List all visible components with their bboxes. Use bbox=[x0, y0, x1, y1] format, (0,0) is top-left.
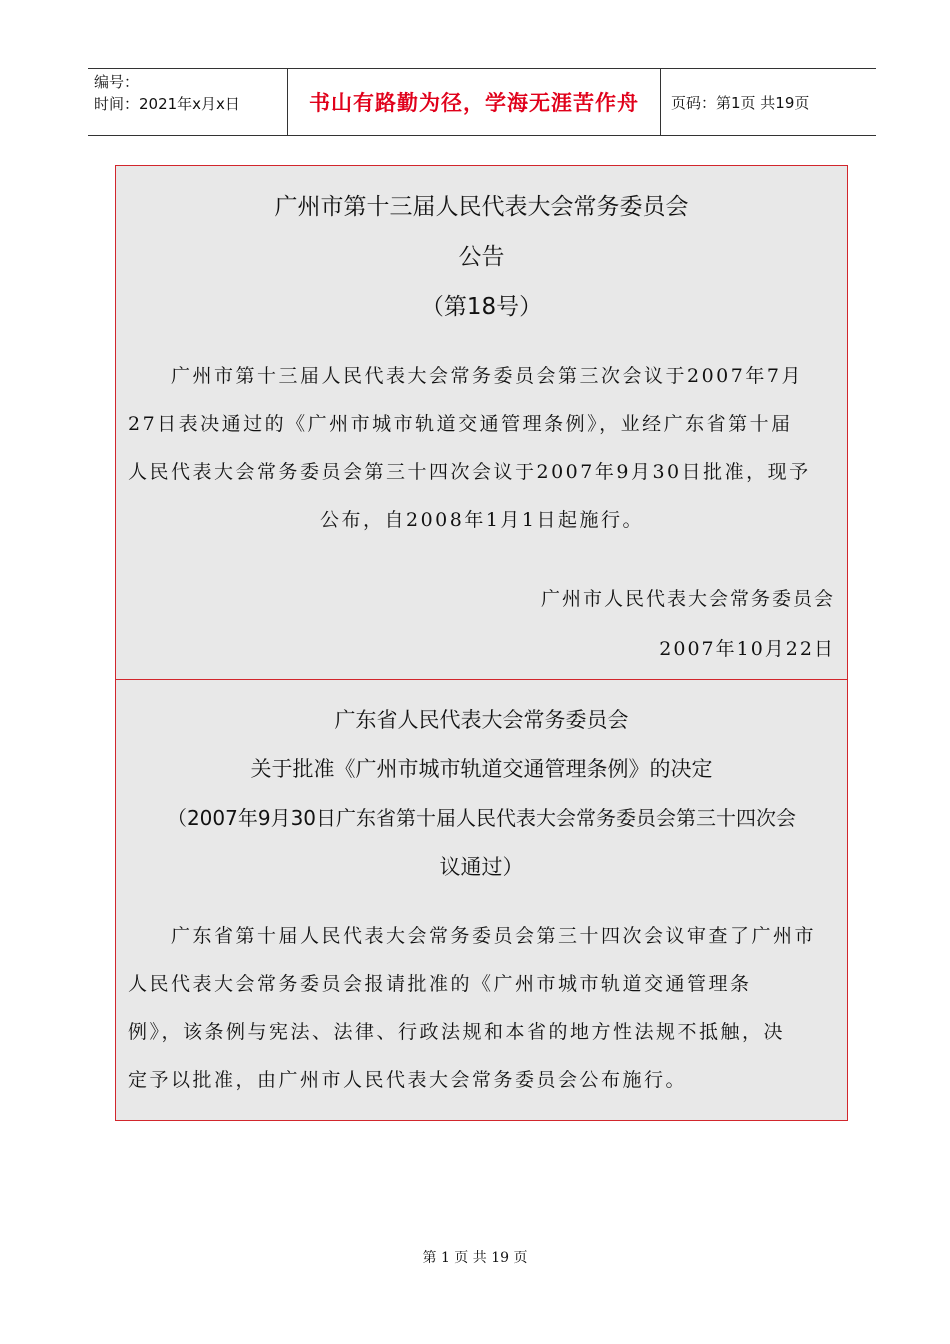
decision-body bbox=[128, 912, 836, 1104]
body-line: 广东省第十届人民代表大会常务委员会第三十四次会议审查了广州市 bbox=[128, 925, 817, 947]
page-header bbox=[88, 68, 876, 136]
page-footer: 第 1 页 共 19 页 bbox=[422, 1250, 528, 1266]
decision-title-3b: 议通过） bbox=[439, 855, 524, 879]
body-line: 公布，自2008年1月1日起施行。 bbox=[319, 509, 645, 531]
decision-title-3a: （2007年9月30日广东省第十届人民代表大会常务委员会第三十四次会 bbox=[166, 806, 797, 830]
announcement-body bbox=[128, 352, 836, 544]
time-label: 时间：2021年x月x日 bbox=[94, 95, 240, 113]
announcement-section bbox=[116, 166, 847, 680]
body-line: 例》，该条例与宪法、法律、行政法规和本省的地方性法规不抵触，决 bbox=[128, 1021, 786, 1043]
body-line: 27日表决通过的《广州市城市轨道交通管理条例》，业经广东省第十届 bbox=[128, 413, 793, 435]
header-page-info: 页码：第1页 共19页 bbox=[671, 93, 810, 112]
body-line: 广州市第十三届人民代表大会常务委员会第三次会议于2007年7月 bbox=[128, 365, 803, 387]
signature: 广州市人民代表大会常务委员会 bbox=[540, 588, 835, 610]
decision-section bbox=[116, 680, 847, 1120]
serial-label: 编号： bbox=[94, 73, 140, 91]
body-line: 定予以批准，由广州市人民代表大会常务委员会公布施行。 bbox=[128, 1069, 688, 1091]
header-meta bbox=[88, 69, 287, 135]
motto-text: 书山有路勤为径，学海无涯苦作舟 bbox=[309, 91, 639, 115]
document-box bbox=[115, 165, 848, 1121]
announcement-date: 2007年10月22日 bbox=[659, 638, 835, 660]
body-line: 人民代表大会常务委员会报请批准的《广州市城市轨道交通管理条 bbox=[128, 973, 752, 995]
announcement-number: （第18号） bbox=[420, 294, 543, 320]
announcement-title: 广州市第十三届人民代表大会常务委员会 bbox=[274, 194, 689, 220]
header-motto-cell bbox=[287, 69, 661, 135]
announcement-subtitle: 公告 bbox=[458, 244, 505, 270]
body-line: 人民代表大会常务委员会第三十四次会议于2007年9月30日批准，现予 bbox=[128, 461, 811, 483]
decision-title-2: 关于批准《广州市城市轨道交通管理条例》的决定 bbox=[250, 757, 713, 781]
decision-title-1: 广东省人民代表大会常务委员会 bbox=[334, 708, 629, 732]
